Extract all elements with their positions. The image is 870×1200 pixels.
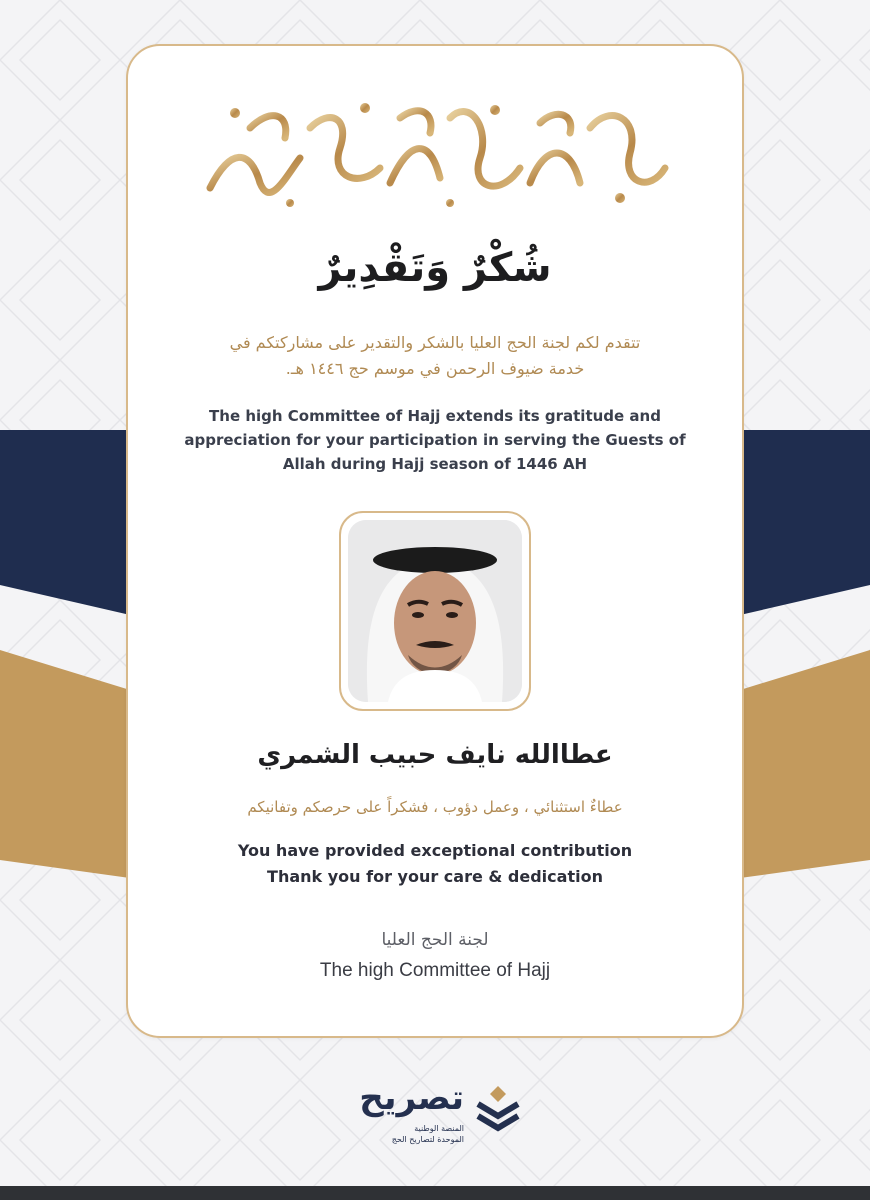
praise-english-line-1: You have provided exceptional contribution xyxy=(237,841,633,860)
logo-name: تصريح xyxy=(359,1078,464,1118)
intro-english-line-2: appreciation for your participation in serving the Guests of xyxy=(184,431,686,449)
praise-arabic: عطاءٌ استثنائي ، وعمل دؤوب ، فشكراً على حرصكم وتفانيكم xyxy=(247,798,623,816)
intro-english-line-1: The high Committee of Hajj extends its gratitude and xyxy=(209,407,661,425)
praise-english xyxy=(150,838,720,890)
logo-subtitle-2: الموحدة لتصاريح الحج xyxy=(391,1135,464,1144)
bottom-strip xyxy=(0,1186,870,1200)
logo-subtitle-1: المنصة الوطنية xyxy=(414,1124,464,1133)
intro-arabic xyxy=(160,330,710,382)
title-arabic: شُكْرٌ وَتَقْدِيرٌ xyxy=(318,245,552,291)
tasreeh-logo-icon xyxy=(472,1082,524,1134)
praise-english-line-2: Thank you for your care & dedication xyxy=(267,867,603,886)
committee-arabic: لجنة الحج العليا xyxy=(381,930,489,950)
calligraphy-header xyxy=(190,88,680,218)
intro-arabic-line-2: خدمة ضيوف الرحمن في موسم حج ١٤٤٦ هـ. xyxy=(285,359,585,378)
intro-english xyxy=(150,404,720,476)
committee-english: The high Committee of Hajj xyxy=(319,960,551,981)
recipient-photo xyxy=(348,520,522,702)
intro-arabic-line-1: تتقدم لكم لجنة الحج العليا بالشكر والتقدير على مشاركتكم في xyxy=(229,333,641,352)
recipient-name-arabic: عطاالله نايف حبيب الشمري xyxy=(257,740,613,770)
intro-english-line-3: Allah during Hajj season of 1446 AH xyxy=(282,455,588,473)
